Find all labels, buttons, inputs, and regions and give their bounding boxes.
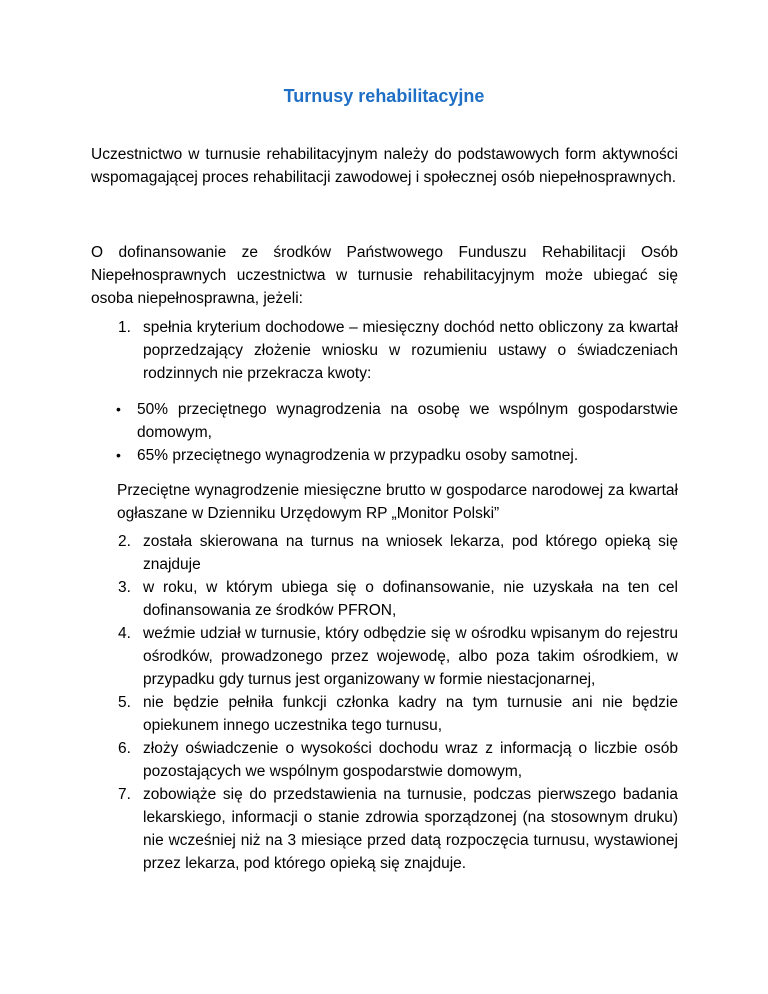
list-item [118,530,678,576]
list-item-text: 50% przeciętnego wynagrodzenia na osobę we wspólnym gospodarstwie domowym, [137,401,678,441]
criteria-list-continued [118,530,678,875]
list-item-number: 5. [118,694,131,711]
list-item [118,576,678,622]
list-item-number: 1. [118,319,131,336]
bullet-icon: • [116,447,121,463]
income-thresholds-list [116,398,678,467]
list-item-text: spełnia kryterium dochodowe – miesięczny dochód netto obliczony za kwartał poprzedzający złożenie wniosku w rozumieniu ustawy o świadczeniach rodzinnych nie przekracza kwoty: [143,319,678,382]
list-item-text: 65% przeciętnego wynagrodzenia w przypadku osoby samotnej. [137,447,579,464]
list-item-text: zobowiąże się do przedstawienia na turnusie, podczas pierwszego badania lekarskiego, informacji o stanie zdrowia sporządzonej (na stosownym druku) nie wcześniej niż na 3 miesiące przed datą rozpoczęcia turnusu, wystawionej przez lekarza, pod którego opieką się znajduje. [143,786,678,872]
average-wage-note: Przeciętne wynagrodzenie miesięczne brutto w gospodarce narodowej za kwartał ogłaszane w Dzienniku Urzędowym RP „Monitor Polski” [117,482,678,522]
intro-paragraph: Uczestnictwo w turnusie rehabilitacyjnym należy do podstawowych form aktywności wspomagającej proces rehabilitacji zawodowej i społecznej osób niepełnosprawnych. [91,146,678,186]
list-item-text: weźmie udział w turnusie, który odbędzie się w ośrodku wpisanym do rejestru ośrodków, prowadzonego przez wojewodę, albo poza takim ośrodkiem, w przypadku gdy turnus jest organizowany w formie niestacjonarnej, [143,625,678,688]
criteria-list-first [118,316,678,385]
list-item-number: 3. [118,579,131,596]
list-item [116,398,678,444]
list-item [118,691,678,737]
list-item-number: 2. [118,533,131,550]
list-item [116,444,678,467]
list-item-number: 7. [118,786,131,803]
list-item-text: została skierowana na turnus na wniosek lekarza, pod którego opieką się znajduje [143,533,678,573]
list-item [118,316,678,385]
list-item-number: 4. [118,625,131,642]
eligibility-paragraph: O dofinansowanie ze środków Państwowego Funduszu Rehabilitacji Osób Niepełnosprawnych uczestnictwa w turnusie rehabilitacyjnym może ubiegać się osoba niepełnosprawna, jeżeli: [91,244,678,307]
list-item [118,737,678,783]
bullet-icon: • [116,401,121,417]
list-item-text: złoży oświadczenie o wysokości dochodu wraz z informacją o liczbie osób pozostających we wspólnym gospodarstwie domowym, [143,740,678,780]
list-item [118,783,678,875]
list-item-number: 6. [118,740,131,757]
list-item-text: w roku, w którym ubiega się o dofinansowanie, nie uzyskała na ten cel dofinansowania ze środków PFRON, [143,579,678,619]
page-title: Turnusy rehabilitacyjne [283,86,485,106]
list-item [118,622,678,691]
list-item-text: nie będzie pełniła funkcji członka kadry na tym turnusie ani nie będzie opiekunem innego uczestnika tego turnusu, [143,694,678,734]
